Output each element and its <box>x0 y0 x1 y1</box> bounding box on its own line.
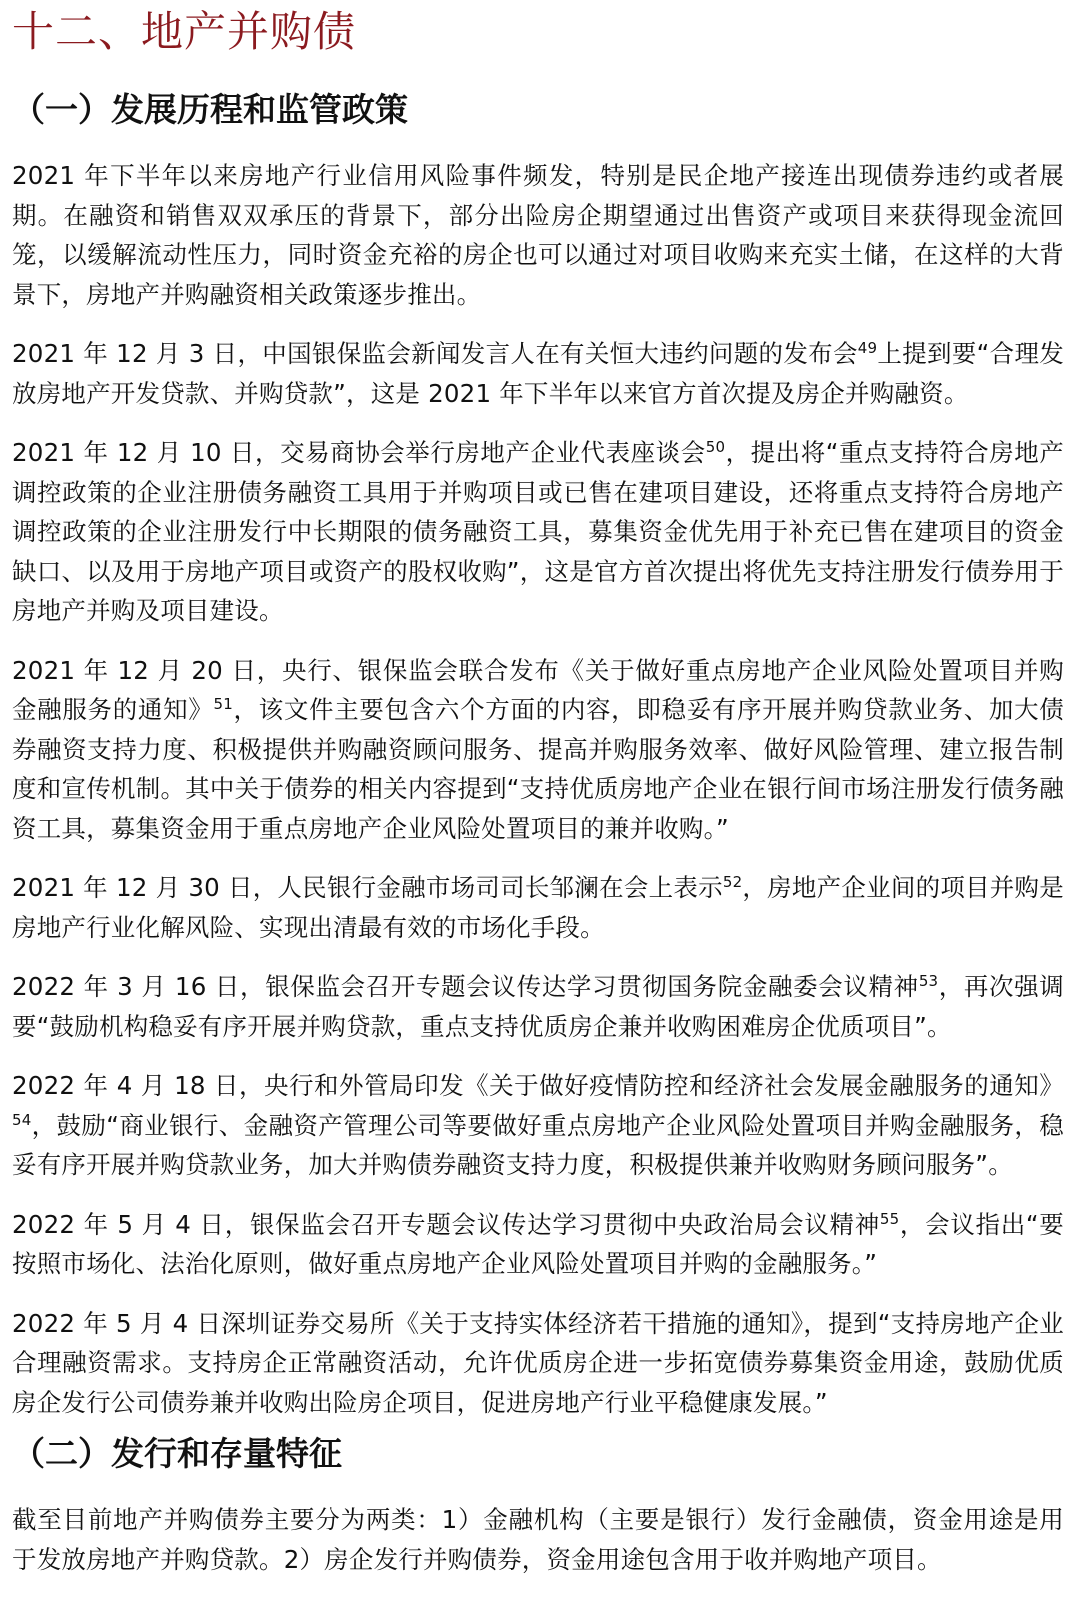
paragraph-background <box>12 156 1064 314</box>
paragraph-text: ，房地产企业间的项目并购是房地产行业化解风险、实现出清最有效的市场化手段。 <box>12 873 1064 942</box>
paragraph-text: 2022 年 5 月 4 日，银保监会召开专题会议传达学习贯彻中央政治局会议精神 <box>12 1209 880 1239</box>
paragraph-text: 2022 年 4 月 18 日，央行和外管局印发《关于做好疫情防控和经济社会发展金融服务的通知》 <box>12 1071 1064 1100</box>
paragraph-text: 上提到要“合理发放房地产开发贷款、并购贷款”，这是 2021 年下半年以来官方首次提及房企并购融资。 <box>12 339 1064 408</box>
paragraph-text: ，该文件主要包含六个方面的内容，即稳妥有序开展并购贷款业务、加大债券融资支持力度、积极提供并购融资顾问服务、提高并购服务效率、做好风险管理、建立报告制度和宣传机制。其中关于债券的相关内容提到“支持优质房地产企业在银行间市场注册发行债务融资工具，募集资金用于重点房地产企业风险处置项目的兼并收购。” <box>12 695 1064 843</box>
paragraph-text: 2021 年 12 月 30 日，人民银行金融市场司司长邹澜在会上表示 <box>12 873 723 902</box>
paragraph-nafmii-2021-12-10 <box>12 433 1064 631</box>
paragraph-pboc-safe-2022-04-18 <box>12 1066 1064 1185</box>
paragraph-text: 2021 年 12 月 10 日，交易商协会举行房地产企业代表座谈会 <box>12 438 706 467</box>
paragraph-text: 截至目前地产并购债券主要分为两类：1）金融机构（主要是银行）发行金融债，资金用途是用于发放房地产并购贷款。2）房企发行并购债券，资金用途包含用于收并购地产项目。 <box>12 1505 1064 1574</box>
subsection-title-issuance: （二）发行和存量特征 <box>12 1434 342 1473</box>
paragraph-text: ，提出将“重点支持符合房地产调控政策的企业注册债务融资工具用于并购项目或已售在建项目建设，还将重点支持符合房地产调控政策的企业注册发行中长期限的债务融资工具，募集资金优先用于补充已售在建项目的资金缺口、以及用于房地产项目或资产的股权收购”，这是官方首次提出将优先支持注册发行债券用于房地产并购及项目建设。 <box>12 438 1064 625</box>
footnote-ref: 51 <box>213 694 233 713</box>
section-title: 十二、地产并购债 <box>12 7 357 56</box>
paragraph-text: 2021 年下半年以来房地产行业信用风险事件频发，特别是民企地产接连出现债券违约或者展期。在融资和销售双双承压的背景下，部分出险房企期望通过出售资产或项目来获得现金流回笼，以缓解流动性压力，同时资金充裕的房企也可以通过对项目收购来充实土储，在这样的大背景下，房地产并购融资相关政策逐步推出。 <box>12 161 1064 309</box>
paragraph-cbirc-2021-12-03 <box>12 334 1064 413</box>
footnote-ref: 49 <box>857 338 878 357</box>
footnote-ref: 54 <box>12 1110 32 1129</box>
paragraph-szse-2022-05-04 <box>12 1304 1064 1423</box>
paragraph-text: 2021 年 12 月 20 日，央行、银保监会联合发布《关于做好重点房地产企业风险处置项目并购金融服务的通知》 <box>12 655 1064 724</box>
paragraph-text: ，鼓励“商业银行、金融资产管理公司等要做好重点房地产企业风险处置项目并购金融服务，稳妥有序开展并购贷款业务，加大并购债券融资支持力度，积极提供兼并收购财务顾问服务”。 <box>12 1110 1064 1179</box>
paragraph-bond-types <box>12 1500 1064 1579</box>
paragraph-text: ，会议指出“要按照市场化、法治化原则，做好重点房地产企业风险处置项目并购的金融服务。” <box>12 1209 1065 1278</box>
paragraph-text: 2022 年 5 月 4 日深圳证券交易所《关于支持实体经济若干措施的通知》，提到“支持房地产企业合理融资需求。支持房企正常融资活动，允许优质房企进一步拓宽债券募集资金用途，鼓励优质房企发行公司债券兼并收购出险房企项目，促进房地产行业平稳健康发展。” <box>12 1308 1064 1417</box>
footnote-ref: 50 <box>705 437 726 456</box>
paragraph-cbirc-2022-03-16 <box>12 967 1064 1046</box>
footnote-ref: 53 <box>918 971 939 990</box>
footnote-ref: 55 <box>879 1209 900 1228</box>
paragraph-pboc-2021-12-30 <box>12 868 1064 947</box>
subsection-title-development: （一）发展历程和监管政策 <box>12 90 408 129</box>
paragraph-text: ，再次强调要“鼓励机构稳妥有序开展并购贷款，重点支持优质房企兼并收购困难房企优质项目”。 <box>12 972 1065 1041</box>
paragraph-text: 2021 年 12 月 3 日，中国银保监会新闻发言人在有关恒大违约问题的发布会 <box>12 339 858 368</box>
paragraph-pboc-cbirc-2021-12-20 <box>12 651 1064 849</box>
paragraph-text: 2022 年 3 月 16 日，银保监会召开专题会议传达学习贯彻国务院金融委会议精神 <box>12 972 919 1001</box>
paragraph-cbirc-2022-05-04 <box>12 1205 1064 1284</box>
footnote-ref: 52 <box>722 872 743 891</box>
